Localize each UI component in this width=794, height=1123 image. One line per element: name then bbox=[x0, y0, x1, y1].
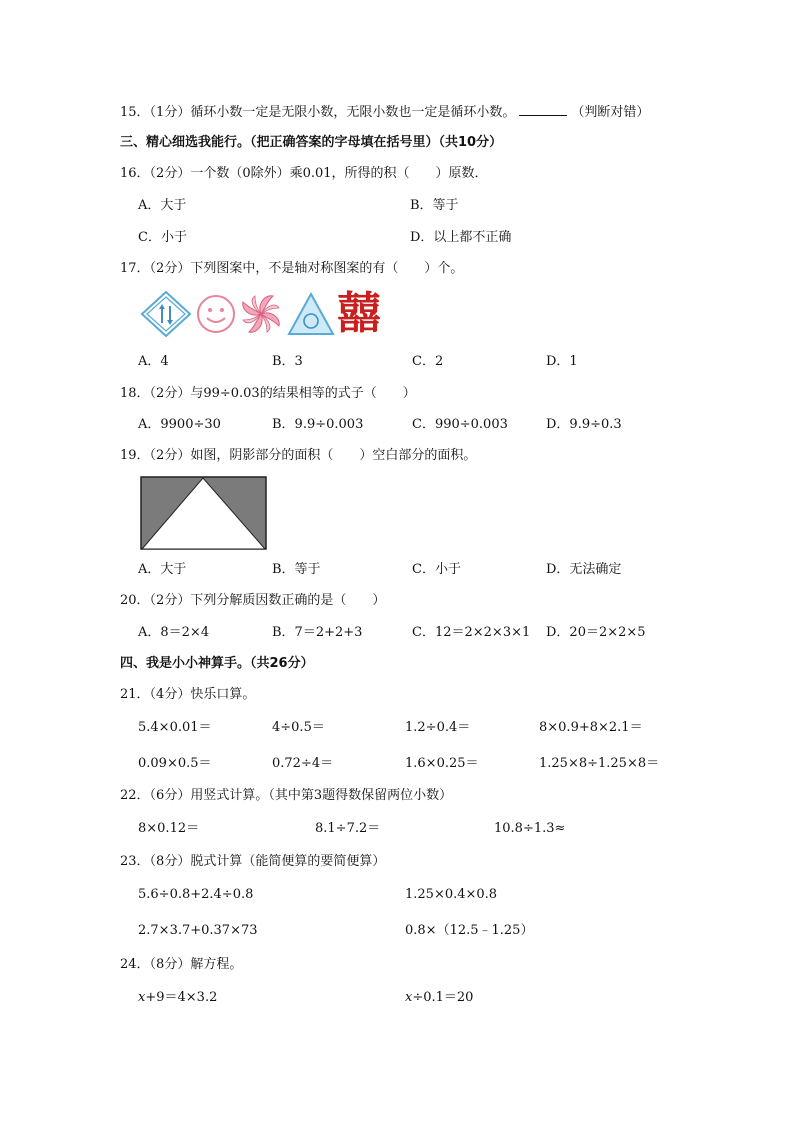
question-24-stem: 24．（8分）解方程。 bbox=[120, 957, 243, 972]
option-c[interactable]: C．12＝2×2×3×1 bbox=[412, 625, 531, 640]
question-15 bbox=[120, 103, 649, 122]
option-a[interactable]: A．9900÷30 bbox=[138, 417, 221, 432]
option-d[interactable]: D．20＝2×2×5 bbox=[546, 625, 646, 640]
option-b[interactable]: B．等于 bbox=[272, 562, 321, 577]
variable-x: x bbox=[405, 990, 413, 1005]
calc-item: 8.1÷7.2＝ bbox=[315, 821, 381, 836]
option-b[interactable]: B．9.9÷0.003 bbox=[272, 417, 364, 432]
question-20-stem: 20．（2分）下列分解质因数正确的是（ ） bbox=[120, 593, 386, 608]
option-c[interactable]: C．小于 bbox=[138, 230, 187, 245]
equation-2 bbox=[405, 989, 473, 1007]
shaded-area-figure bbox=[140, 476, 268, 555]
calc-item: 0.72÷4＝ bbox=[272, 756, 334, 771]
option-a[interactable]: A．大于 bbox=[138, 198, 187, 213]
calc-item: 10.8÷1.3≈ bbox=[494, 821, 566, 836]
calc-item: 2.7×3.7+0.37×73 bbox=[138, 923, 258, 938]
pinwheel-icon bbox=[243, 296, 280, 333]
equation-1 bbox=[138, 989, 217, 1007]
question-19-stem: 19．（2分）如图，阴影部分的面积（ ）空白部分的面积。 bbox=[120, 448, 477, 463]
question-17-stem: 17．（2分）下列图案中，不是轴对称图案的有（ ）个。 bbox=[120, 261, 464, 276]
equation-1-rest: +9＝4×3.2 bbox=[145, 990, 218, 1005]
section-3-heading: 三、精心细选我能行。（把正确答案的字母填在括号里）（共10分） bbox=[120, 135, 503, 150]
option-d[interactable]: D．无法确定 bbox=[546, 562, 622, 577]
option-b[interactable]: B．7＝2+2+3 bbox=[272, 625, 363, 640]
option-c[interactable]: C．小于 bbox=[412, 562, 461, 577]
option-b[interactable]: B．等于 bbox=[410, 198, 459, 213]
calc-item: 1.2÷0.4＝ bbox=[405, 720, 471, 735]
section-4-heading: 四、我是小小神算手。（共26分） bbox=[120, 656, 314, 671]
equation-2-rest: ÷0.1＝20 bbox=[412, 990, 474, 1005]
calc-item: 1.25×8÷1.25×8＝ bbox=[539, 756, 660, 771]
question-16-stem: 16．（2分）一个数（0除外）乘0.01，所得的积（ ）原数． bbox=[120, 166, 488, 181]
variable-x: x bbox=[138, 990, 146, 1005]
calc-item: 5.6÷0.8+2.4÷0.8 bbox=[138, 887, 254, 902]
option-d[interactable]: D．9.9÷0.3 bbox=[546, 417, 622, 432]
question-21-stem: 21．（4分）快乐口算。 bbox=[120, 687, 256, 702]
calc-item: 5.4×0.01＝ bbox=[138, 720, 212, 735]
triangle-circle-icon bbox=[289, 294, 333, 334]
option-a[interactable]: A．大于 bbox=[138, 562, 187, 577]
calc-item: 8×0.9+8×2.1＝ bbox=[539, 720, 643, 735]
question-23-stem: 23．（8分）脱式计算（能简便算的要简便算） bbox=[120, 854, 386, 869]
question-22-stem: 22．（6分）用竖式计算。（其中第3题得数保留两位小数） bbox=[120, 788, 453, 803]
question-15-tail: （判断对错） bbox=[571, 105, 650, 120]
calc-item: 1.6×0.25＝ bbox=[405, 756, 479, 771]
calc-item: 0.8×（12.5﹣1.25） bbox=[405, 923, 534, 938]
option-c[interactable]: C．990÷0.003 bbox=[412, 417, 508, 432]
answer-blank[interactable] bbox=[519, 103, 567, 116]
option-d[interactable]: D．以上都不正确 bbox=[410, 230, 512, 245]
diamond-arrows-icon bbox=[142, 292, 190, 336]
option-a[interactable]: A．8＝2×4 bbox=[138, 625, 210, 640]
calc-item: 8×0.12＝ bbox=[138, 821, 200, 836]
calc-item: 4÷0.5＝ bbox=[272, 720, 325, 735]
option-d[interactable]: D．1 bbox=[546, 354, 578, 369]
option-b[interactable]: B．3 bbox=[272, 354, 303, 369]
calc-item: 1.25×0.4×0.8 bbox=[405, 887, 498, 902]
option-c[interactable]: C．2 bbox=[412, 354, 444, 369]
smiley-face-icon bbox=[198, 296, 234, 332]
calc-item: 0.09×0.5＝ bbox=[138, 756, 212, 771]
question-15-text: 15．（1分）循环小数一定是无限小数，无限小数也一定是循环小数。 bbox=[120, 105, 516, 120]
question-18-stem: 18．（2分）与99÷0.03的结果相等的式子（ ） bbox=[120, 386, 416, 401]
option-a[interactable]: A．4 bbox=[138, 354, 169, 369]
double-happiness-icon: 囍 bbox=[337, 288, 381, 339]
